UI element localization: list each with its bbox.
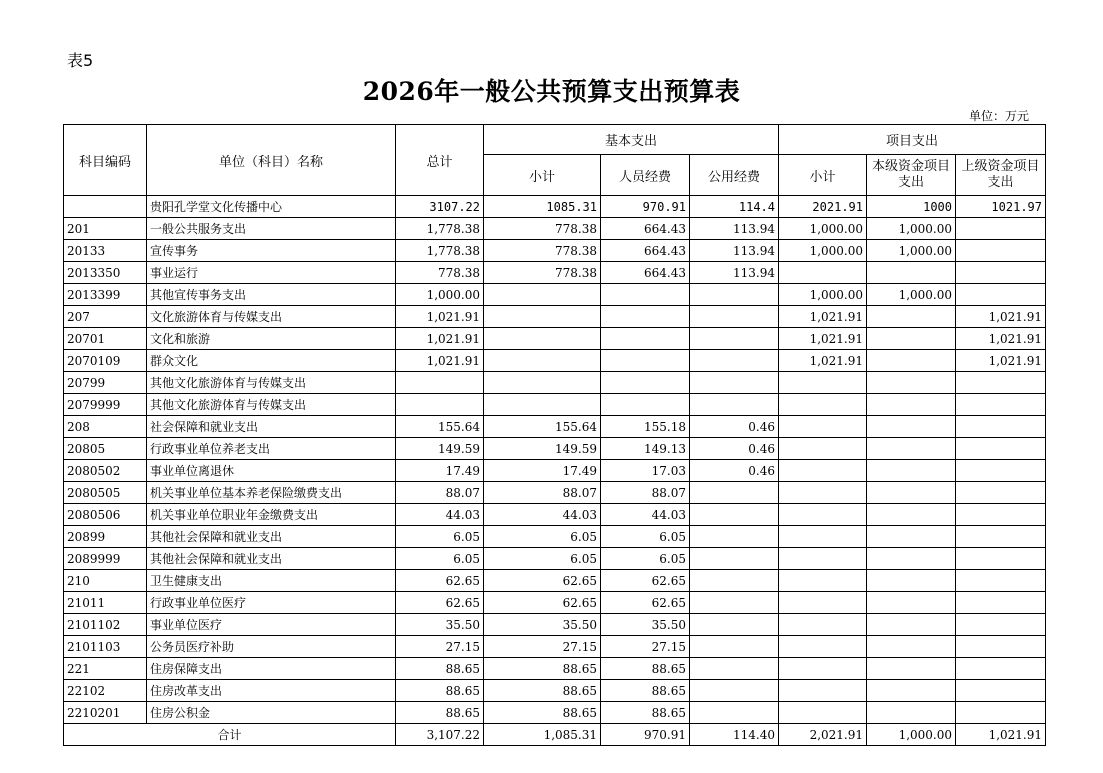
cell-public	[690, 702, 779, 724]
cell-public	[690, 548, 779, 570]
cell-upper-funds	[956, 614, 1046, 636]
cell-own-funds	[867, 306, 956, 328]
cell-basic-subtotal: 149.59	[484, 438, 601, 460]
table-row	[64, 614, 1046, 636]
cell-basic-subtotal: 35.50	[484, 614, 601, 636]
cell-project-subtotal	[779, 438, 867, 460]
cell-code	[64, 196, 147, 218]
cell-basic-subtotal: 778.38	[484, 240, 601, 262]
cell-total: 17.49	[396, 460, 484, 482]
cell-personnel: 35.50	[601, 614, 690, 636]
cell-upper-funds	[956, 438, 1046, 460]
cell-personnel: 664.43	[601, 262, 690, 284]
cell-total: 6.05	[396, 548, 484, 570]
cell-code: 207	[64, 306, 147, 328]
cell-total: 44.03	[396, 504, 484, 526]
cell-project-subtotal: 2021.91	[779, 196, 867, 218]
cell-basic-subtotal: 27.15	[484, 636, 601, 658]
cell-basic-subtotal	[484, 328, 601, 350]
cell-code: 2079999	[64, 394, 147, 416]
unit-summary-row	[64, 196, 1046, 218]
cell-code: 20799	[64, 372, 147, 394]
cell-upper-funds	[956, 548, 1046, 570]
cell-name: 事业单位离退休	[147, 460, 396, 482]
table-row	[64, 350, 1046, 372]
cell-name: 文化旅游体育与传媒支出	[147, 306, 396, 328]
cell-name: 一般公共服务支出	[147, 218, 396, 240]
cell-upper-funds	[956, 394, 1046, 416]
cell-upper-funds	[956, 526, 1046, 548]
cell-personnel: 6.05	[601, 526, 690, 548]
cell-upper-funds: 1,021.91	[956, 350, 1046, 372]
cell-basic-subtotal	[484, 306, 601, 328]
cell-name: 住房保障支出	[147, 658, 396, 680]
cell-code: 22102	[64, 680, 147, 702]
cell-own-funds	[867, 482, 956, 504]
cell-public	[690, 570, 779, 592]
cell-code: 2101103	[64, 636, 147, 658]
table-row	[64, 218, 1046, 240]
header-personnel-funds: 人员经费	[601, 155, 690, 196]
header-total: 总计	[396, 125, 484, 196]
cell-code: 208	[64, 416, 147, 438]
cell-upper-funds: 1021.97	[956, 196, 1046, 218]
cell-code: 2210201	[64, 702, 147, 724]
cell-total	[396, 372, 484, 394]
cell-project-subtotal	[779, 372, 867, 394]
cell-basic-subtotal: 17.49	[484, 460, 601, 482]
table-row	[64, 526, 1046, 548]
cell-name: 公务员医疗补助	[147, 636, 396, 658]
cell-total: 88.65	[396, 702, 484, 724]
budget-table	[63, 124, 1046, 746]
cell-basic-subtotal: 6.05	[484, 548, 601, 570]
cell-name: 机关事业单位职业年金缴费支出	[147, 504, 396, 526]
table-number-label: 表5	[67, 51, 94, 70]
cell-upper-funds	[956, 262, 1046, 284]
cell-name: 其他社会保障和就业支出	[147, 526, 396, 548]
table-row	[64, 240, 1046, 262]
header-public-funds: 公用经费	[690, 155, 779, 196]
cell-upper-funds	[956, 636, 1046, 658]
cell-personnel	[601, 284, 690, 306]
cell-name: 社会保障和就业支出	[147, 416, 396, 438]
cell-public	[690, 328, 779, 350]
cell-total: 1,021.91	[396, 328, 484, 350]
header-project-subtotal: 小计	[779, 155, 867, 196]
cell-public	[690, 482, 779, 504]
table-row	[64, 262, 1046, 284]
cell-upper-funds	[956, 702, 1046, 724]
cell-upper-funds	[956, 482, 1046, 504]
cell-own-funds	[867, 570, 956, 592]
cell-name: 其他社会保障和就业支出	[147, 548, 396, 570]
cell-public: 0.46	[690, 438, 779, 460]
header-name: 单位（科目）名称	[147, 125, 396, 196]
cell-project-subtotal	[779, 636, 867, 658]
table-row	[64, 306, 1046, 328]
cell-public	[690, 504, 779, 526]
cell-project-subtotal: 1,000.00	[779, 218, 867, 240]
cell-name: 卫生健康支出	[147, 570, 396, 592]
cell-own-funds	[867, 460, 956, 482]
cell-project-subtotal: 2,021.91	[779, 724, 867, 746]
cell-own-funds	[867, 614, 956, 636]
cell-personnel	[601, 372, 690, 394]
cell-basic-subtotal: 778.38	[484, 262, 601, 284]
table-row	[64, 504, 1046, 526]
cell-total	[396, 394, 484, 416]
cell-personnel: 88.07	[601, 482, 690, 504]
cell-name: 其他宣传事务支出	[147, 284, 396, 306]
cell-basic-subtotal: 62.65	[484, 592, 601, 614]
cell-project-subtotal	[779, 482, 867, 504]
cell-personnel: 970.91	[601, 724, 690, 746]
cell-code: 20899	[64, 526, 147, 548]
cell-basic-subtotal: 88.07	[484, 482, 601, 504]
cell-own-funds	[867, 702, 956, 724]
cell-total: 1,778.38	[396, 218, 484, 240]
cell-basic-subtotal: 155.64	[484, 416, 601, 438]
cell-total: 1,778.38	[396, 240, 484, 262]
cell-project-subtotal: 1,021.91	[779, 328, 867, 350]
table-row	[64, 284, 1046, 306]
cell-upper-funds: 1,021.91	[956, 328, 1046, 350]
table-row	[64, 570, 1046, 592]
unit-label: 单位：万元	[968, 109, 1029, 123]
cell-project-subtotal	[779, 460, 867, 482]
cell-own-funds	[867, 262, 956, 284]
cell-code: 2080506	[64, 504, 147, 526]
cell-name: 行政事业单位养老支出	[147, 438, 396, 460]
table-row	[64, 438, 1046, 460]
cell-basic-subtotal	[484, 284, 601, 306]
cell-upper-funds: 1,021.91	[956, 724, 1046, 746]
cell-public	[690, 614, 779, 636]
cell-basic-subtotal	[484, 394, 601, 416]
table-row	[64, 394, 1046, 416]
cell-total: 27.15	[396, 636, 484, 658]
cell-personnel: 149.13	[601, 438, 690, 460]
cell-own-funds	[867, 350, 956, 372]
cell-public: 113.94	[690, 240, 779, 262]
cell-code: 2080502	[64, 460, 147, 482]
header-code: 科目编码	[64, 125, 147, 196]
cell-code: 210	[64, 570, 147, 592]
cell-basic-subtotal: 88.65	[484, 680, 601, 702]
cell-public: 0.46	[690, 416, 779, 438]
cell-project-subtotal: 1,021.91	[779, 306, 867, 328]
cell-upper-funds	[956, 240, 1046, 262]
cell-public	[690, 284, 779, 306]
cell-public	[690, 636, 779, 658]
cell-public: 114.4	[690, 196, 779, 218]
cell-own-funds	[867, 658, 956, 680]
cell-basic-subtotal: 1085.31	[484, 196, 601, 218]
cell-name: 事业单位医疗	[147, 614, 396, 636]
cell-total: 88.65	[396, 680, 484, 702]
cell-total: 3,107.22	[396, 724, 484, 746]
total-label: 合计	[64, 724, 396, 746]
cell-own-funds	[867, 592, 956, 614]
cell-name: 其他文化旅游体育与传媒支出	[147, 394, 396, 416]
cell-public	[690, 394, 779, 416]
cell-public: 113.94	[690, 218, 779, 240]
cell-upper-funds	[956, 504, 1046, 526]
cell-upper-funds	[956, 284, 1046, 306]
cell-name: 贵阳孔学堂文化传播中心	[147, 196, 396, 218]
table-row	[64, 680, 1046, 702]
cell-personnel: 88.65	[601, 658, 690, 680]
table-row	[64, 702, 1046, 724]
cell-project-subtotal	[779, 394, 867, 416]
table-row	[64, 372, 1046, 394]
cell-name: 文化和旅游	[147, 328, 396, 350]
cell-total: 3107.22	[396, 196, 484, 218]
cell-personnel: 88.65	[601, 680, 690, 702]
cell-total: 88.07	[396, 482, 484, 504]
table-row	[64, 482, 1046, 504]
cell-upper-funds	[956, 680, 1046, 702]
cell-own-funds	[867, 526, 956, 548]
cell-project-subtotal	[779, 680, 867, 702]
cell-code: 21011	[64, 592, 147, 614]
cell-own-funds	[867, 504, 956, 526]
cell-public: 0.46	[690, 460, 779, 482]
cell-total: 6.05	[396, 526, 484, 548]
cell-personnel: 664.43	[601, 240, 690, 262]
cell-upper-funds	[956, 592, 1046, 614]
header-basic-expenditure: 基本支出	[484, 125, 779, 155]
cell-total: 1,021.91	[396, 306, 484, 328]
cell-project-subtotal	[779, 504, 867, 526]
cell-total: 1,021.91	[396, 350, 484, 372]
cell-own-funds: 1,000.00	[867, 240, 956, 262]
cell-personnel	[601, 306, 690, 328]
table-row	[64, 658, 1046, 680]
cell-project-subtotal	[779, 526, 867, 548]
cell-code: 2089999	[64, 548, 147, 570]
cell-project-subtotal: 1,000.00	[779, 240, 867, 262]
cell-code: 20133	[64, 240, 147, 262]
cell-personnel: 44.03	[601, 504, 690, 526]
table-row	[64, 460, 1046, 482]
cell-personnel: 17.03	[601, 460, 690, 482]
cell-project-subtotal	[779, 614, 867, 636]
cell-name: 事业运行	[147, 262, 396, 284]
cell-total: 1,000.00	[396, 284, 484, 306]
cell-public	[690, 372, 779, 394]
cell-public	[690, 526, 779, 548]
cell-basic-subtotal: 62.65	[484, 570, 601, 592]
cell-project-subtotal: 1,021.91	[779, 350, 867, 372]
cell-personnel: 970.91	[601, 196, 690, 218]
cell-public: 113.94	[690, 262, 779, 284]
cell-name: 其他文化旅游体育与传媒支出	[147, 372, 396, 394]
cell-public: 114.40	[690, 724, 779, 746]
cell-personnel	[601, 328, 690, 350]
cell-own-funds: 1000	[867, 196, 956, 218]
cell-basic-subtotal: 88.65	[484, 658, 601, 680]
cell-own-funds	[867, 680, 956, 702]
cell-project-subtotal	[779, 570, 867, 592]
cell-project-subtotal: 1,000.00	[779, 284, 867, 306]
cell-personnel: 62.65	[601, 570, 690, 592]
cell-upper-funds	[956, 372, 1046, 394]
cell-personnel: 155.18	[601, 416, 690, 438]
header-basic-subtotal: 小计	[484, 155, 601, 196]
cell-total: 62.65	[396, 592, 484, 614]
cell-personnel: 27.15	[601, 636, 690, 658]
cell-personnel	[601, 394, 690, 416]
cell-personnel	[601, 350, 690, 372]
cell-own-funds	[867, 438, 956, 460]
cell-upper-funds	[956, 416, 1046, 438]
table-row	[64, 416, 1046, 438]
cell-upper-funds: 1,021.91	[956, 306, 1046, 328]
cell-basic-subtotal: 778.38	[484, 218, 601, 240]
cell-code: 20701	[64, 328, 147, 350]
table-row	[64, 636, 1046, 658]
cell-project-subtotal	[779, 702, 867, 724]
header-own-funds: 本级资金项目支出	[867, 155, 956, 196]
cell-project-subtotal	[779, 592, 867, 614]
cell-code: 2101102	[64, 614, 147, 636]
cell-name: 行政事业单位医疗	[147, 592, 396, 614]
cell-name: 群众文化	[147, 350, 396, 372]
cell-public	[690, 350, 779, 372]
cell-code: 2013399	[64, 284, 147, 306]
cell-project-subtotal	[779, 658, 867, 680]
cell-code: 2070109	[64, 350, 147, 372]
cell-own-funds	[867, 394, 956, 416]
cell-own-funds	[867, 328, 956, 350]
cell-own-funds	[867, 548, 956, 570]
cell-basic-subtotal: 44.03	[484, 504, 601, 526]
cell-personnel: 62.65	[601, 592, 690, 614]
cell-upper-funds	[956, 658, 1046, 680]
cell-upper-funds	[956, 570, 1046, 592]
cell-name: 机关事业单位基本养老保险缴费支出	[147, 482, 396, 504]
cell-total: 149.59	[396, 438, 484, 460]
cell-public	[690, 680, 779, 702]
cell-public	[690, 658, 779, 680]
cell-own-funds: 1,000.00	[867, 218, 956, 240]
cell-basic-subtotal: 88.65	[484, 702, 601, 724]
cell-basic-subtotal: 1,085.31	[484, 724, 601, 746]
cell-personnel: 6.05	[601, 548, 690, 570]
cell-basic-subtotal	[484, 350, 601, 372]
cell-personnel: 664.43	[601, 218, 690, 240]
cell-own-funds	[867, 416, 956, 438]
cell-public	[690, 592, 779, 614]
cell-code: 20805	[64, 438, 147, 460]
cell-code: 2013350	[64, 262, 147, 284]
cell-code: 221	[64, 658, 147, 680]
cell-own-funds: 1,000.00	[867, 284, 956, 306]
total-row	[64, 724, 1046, 746]
cell-name: 住房公积金	[147, 702, 396, 724]
cell-project-subtotal	[779, 416, 867, 438]
cell-public	[690, 306, 779, 328]
table-row	[64, 548, 1046, 570]
header-upper-funds: 上级资金项目支出	[956, 155, 1046, 196]
cell-total: 778.38	[396, 262, 484, 284]
cell-name: 住房改革支出	[147, 680, 396, 702]
table-row	[64, 328, 1046, 350]
cell-total: 155.64	[396, 416, 484, 438]
cell-own-funds	[867, 372, 956, 394]
cell-project-subtotal	[779, 262, 867, 284]
cell-upper-funds	[956, 218, 1046, 240]
cell-code: 2080505	[64, 482, 147, 504]
cell-total: 88.65	[396, 658, 484, 680]
cell-total: 62.65	[396, 570, 484, 592]
cell-upper-funds	[956, 460, 1046, 482]
header-project-expenditure: 项目支出	[779, 125, 1046, 155]
cell-basic-subtotal	[484, 372, 601, 394]
cell-total: 35.50	[396, 614, 484, 636]
cell-personnel: 88.65	[601, 702, 690, 724]
cell-name: 宣传事务	[147, 240, 396, 262]
cell-basic-subtotal: 6.05	[484, 526, 601, 548]
cell-own-funds	[867, 636, 956, 658]
table-row	[64, 592, 1046, 614]
cell-code: 201	[64, 218, 147, 240]
page-title: 2026年一般公共预算支出预算表	[362, 77, 741, 106]
cell-own-funds: 1,000.00	[867, 724, 956, 746]
cell-project-subtotal	[779, 548, 867, 570]
